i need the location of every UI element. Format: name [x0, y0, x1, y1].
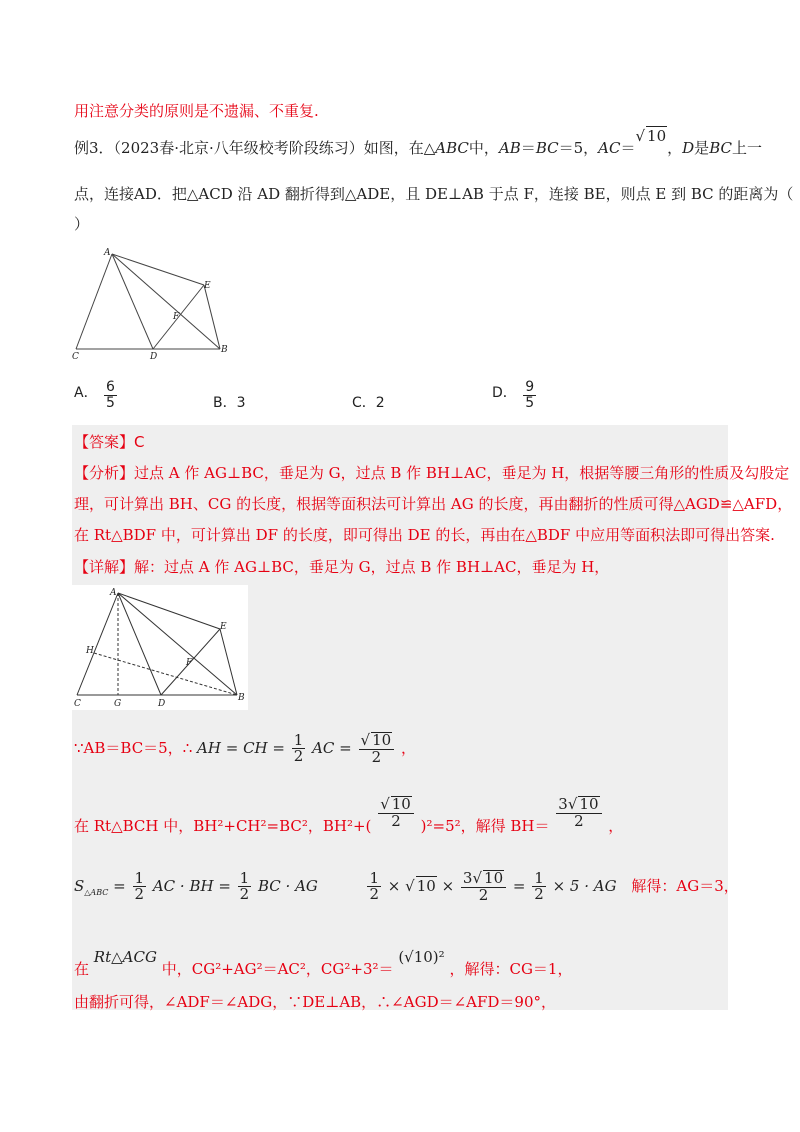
step2-tail: ， [608, 816, 624, 835]
option-b[interactable] [213, 392, 246, 412]
option-d[interactable] [492, 380, 538, 410]
step2-result: $\frac{3√ 10}{2}$ [556, 796, 601, 830]
answer-line [74, 431, 145, 452]
step4-rt: Rt△ACG [93, 948, 157, 966]
seg-ac: AC [598, 139, 621, 157]
step-2 [74, 795, 624, 835]
step-5: 由翻折可得，∠ADF＝∠ADG，∵DE⊥AB，∴∠AGD＝∠AFD＝90°， [74, 993, 557, 1011]
detail-text-1: 解：过点 A 作 AG⊥BC，垂足为 G，过点 B 作 BH⊥AC，垂足为 H， [134, 558, 610, 576]
fig1-label-b: B [221, 345, 228, 355]
step1-result: $\frac{√ 10}{2}$ [359, 732, 395, 766]
fig2-label-h: H [86, 646, 94, 656]
option-c-key: C． [352, 395, 376, 411]
fig1-label-f: F [173, 312, 180, 322]
option-a[interactable] [74, 380, 119, 410]
area-times: × [387, 876, 406, 895]
fig2-label-a: A [110, 588, 117, 598]
step2-fraction: $\frac{√ 10}{2}$ [378, 796, 414, 830]
option-d-fraction: $\frac{9}{5}$ [525, 379, 535, 411]
step-4 [74, 948, 573, 978]
step4-tail: ，解得：CG＝1， [449, 960, 573, 978]
step1-formula-left: AH = CH = [197, 738, 285, 757]
eq-five: ＝5， [558, 139, 599, 157]
area-ac-bh: AC · BH = [152, 876, 231, 895]
fig2-label-b: B [238, 693, 245, 703]
fig1-label-c: C [72, 352, 79, 360]
fig1-label-e: E [204, 281, 211, 291]
eq-sign: ＝ [520, 139, 536, 157]
step2-text-1: 在 Rt△BCH 中，BH²+CH²=BC²，BH²+( [74, 816, 372, 835]
detail-line-1 [74, 556, 609, 577]
fig2-label-e: E [220, 622, 227, 632]
analysis-line-2: 理，可计算出 BH、CG 的长度，根据等面积法可计算出 AG 的长度，再由翻折的性质可得△AGD≌△AFD， [74, 495, 793, 513]
step1-ac: AC = [312, 738, 352, 757]
triangle-abc: ABC [435, 139, 469, 157]
area-half-4: $\frac{1}{2}$ [534, 868, 544, 904]
eq-sign-2: ＝ [620, 139, 636, 157]
area-bc-ag: BC · AG [258, 876, 318, 895]
area-half-3: $\frac{1}{2}$ [369, 868, 380, 904]
area-times-2: × [436, 876, 455, 895]
analysis-line-3: 在 Rt△BDF 中，可计算出 DF 的长度，即可得出 DE 的长，再由在△BDF 中应用等面积法即可得出答案. [74, 526, 775, 544]
analysis-line-1 [74, 462, 789, 483]
option-c[interactable] [352, 392, 385, 412]
option-a-key: A． [74, 385, 98, 402]
seg-bc: BC [535, 139, 559, 157]
fig2-label-c: C [74, 699, 81, 709]
analysis-text-1: 过点 A 作 AG⊥BC，垂足为 G，过点 B 作 BH⊥AC，垂足为 H，根据等腰三角形的性质及勾股定 [134, 464, 790, 482]
option-a-fraction: $\frac{6}{5}$ [106, 379, 115, 411]
detail-tag: 【详解】 [74, 558, 135, 576]
step-1 [74, 732, 416, 766]
fig1-label-d: D [150, 352, 158, 360]
answer-tag: 【答案】 [74, 433, 135, 451]
area-eq: = [113, 876, 126, 895]
option-b-value: 3 [236, 395, 246, 411]
sqrt-ten: √ 10 [635, 127, 667, 145]
comma: ， [667, 139, 683, 157]
fig2-label-f: F [186, 658, 193, 668]
step4-mid: 中，CG²+AG²＝AC²，CG²+3²＝ [161, 960, 394, 978]
seg-bc-2: BC [709, 139, 732, 157]
option-d-key: D． [492, 385, 517, 402]
answer-value: C [134, 433, 145, 451]
step4-sq: (√10)² [398, 948, 445, 966]
area-five-ag: × 5 · AG [552, 876, 617, 895]
seg-ab: AB [498, 139, 521, 157]
example-line-2: 点，连接AD．把△ACD 沿 AD 翻折得到△ADE，且 DE⊥AB 于点 F，连接 BE，则点 E 到 BC 的距离为（ [74, 185, 794, 203]
figure-1 [66, 245, 246, 360]
area-sqrt: √ 10 [405, 876, 436, 895]
area-conclusion: 解得：AG＝3， [631, 876, 739, 895]
area-half-1: $\frac{1}{2}$ [134, 868, 145, 904]
fig1-label-a: A [104, 248, 111, 258]
fig2-label-d: D [158, 699, 166, 709]
step1-because: ∵AB＝BC＝5，∴ [74, 738, 193, 757]
area-bh-frac: $\frac{3√ 10}{2}$ [461, 870, 506, 904]
text-is: 是 [694, 139, 710, 157]
area-half-2: $\frac{1}{2}$ [239, 868, 250, 904]
option-b-key: B． [213, 395, 237, 411]
option-c-value: 2 [375, 395, 385, 411]
step1-half: $\frac{1}{2}$ [293, 730, 304, 766]
area-eq-2: = [512, 876, 526, 895]
text-mid: 中， [468, 139, 499, 157]
example-label: 例3． [74, 139, 114, 157]
fig2-label-g: G [114, 699, 122, 709]
figure-2 [72, 585, 252, 710]
step-3 [74, 870, 739, 904]
step2-text-2: )²=5²，解得 BH＝ [420, 816, 550, 835]
text-up: 上一 [731, 139, 762, 157]
point-d: D [682, 139, 695, 157]
analysis-tag: 【分析】 [74, 464, 135, 482]
example-source: （2023春·北京·八年级校考阶段练习）如图，在△ [113, 139, 436, 157]
area-symbol: $S_{\triangle ABC}$ [74, 876, 109, 897]
step4-zai: 在 [74, 960, 90, 978]
step1-tail: ， [400, 738, 416, 757]
intro-note: 用注意分类的原则是不遗漏、不重复. [74, 102, 319, 120]
example-line-3: ） [74, 215, 90, 233]
example-line-1 [74, 127, 762, 158]
